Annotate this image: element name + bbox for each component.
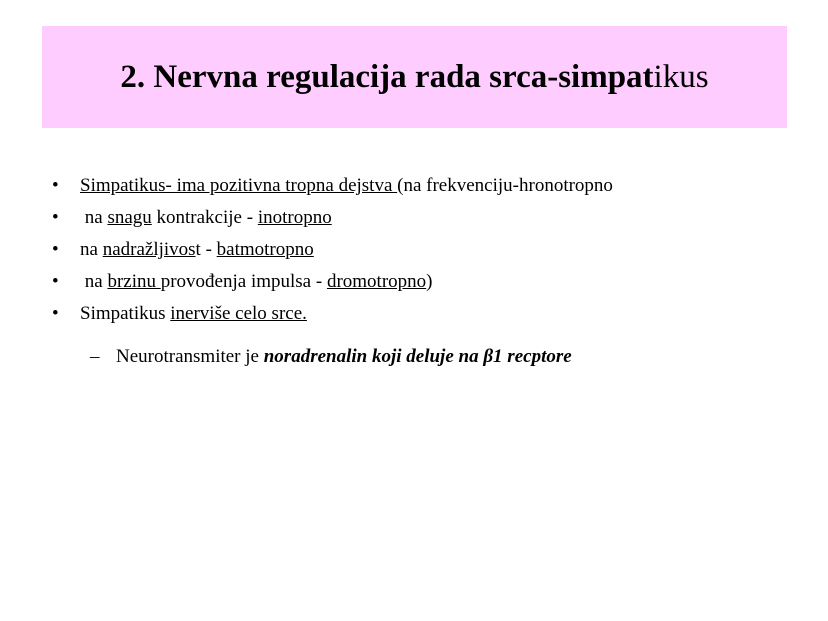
bullet-text-part: nadražljivos [102,239,196,260]
bullet-text-part: kontrakcije - [151,207,258,228]
bullet-text-part: na [80,239,103,260]
bullet-text-part: dromotropno [326,271,427,292]
sub-bullet-dash: – [90,346,100,367]
sub-bullet-plain: Neurotransmiter je [116,346,264,367]
sub-bullet [90,344,572,370]
bullet-text-part: na [80,207,108,228]
bullet-text-part: brzinu [107,271,161,292]
bullet-dot: • [52,239,59,260]
bullet-dot: • [52,207,59,228]
bullet-text-part: Simpatikus- ima pozitivna tropna dejstva [80,175,398,196]
slide-title-rest: ikus [653,58,709,95]
slide-title-bold: 2. Nervna regulacija rada srca-simpat [120,58,654,95]
bullet-dot: • [52,175,59,196]
bullet-item [52,301,613,333]
bullet-dot: • [52,271,59,292]
bullet-text-part: inerviše celo srce. [170,303,307,324]
bullet-text-part: ) [426,271,433,292]
bullet-item [52,173,613,205]
slide-title [120,59,708,96]
bullet-text-part: t - [195,239,217,260]
bullet-list [52,173,613,333]
sub-bullet-emphasis: noradrenalin koji deluje na β1 recptore [263,346,572,367]
bullet-dot: • [52,303,59,324]
bullet-text-part: snagu [107,207,152,228]
bullet-text-part: na [80,271,108,292]
bullet-text-part: provođenja impulsa - [160,271,327,292]
bullet-item [52,237,613,269]
bullet-text-part: (na frekvenciju-hronotropno [397,175,613,196]
bullet-text-part: batmotropno [216,239,314,260]
bullet-text-part: Simpatikus [80,303,171,324]
bullet-item [52,269,613,301]
bullet-item [52,205,613,237]
bullet-text-part: inotropno [257,207,332,228]
title-banner [42,26,787,128]
